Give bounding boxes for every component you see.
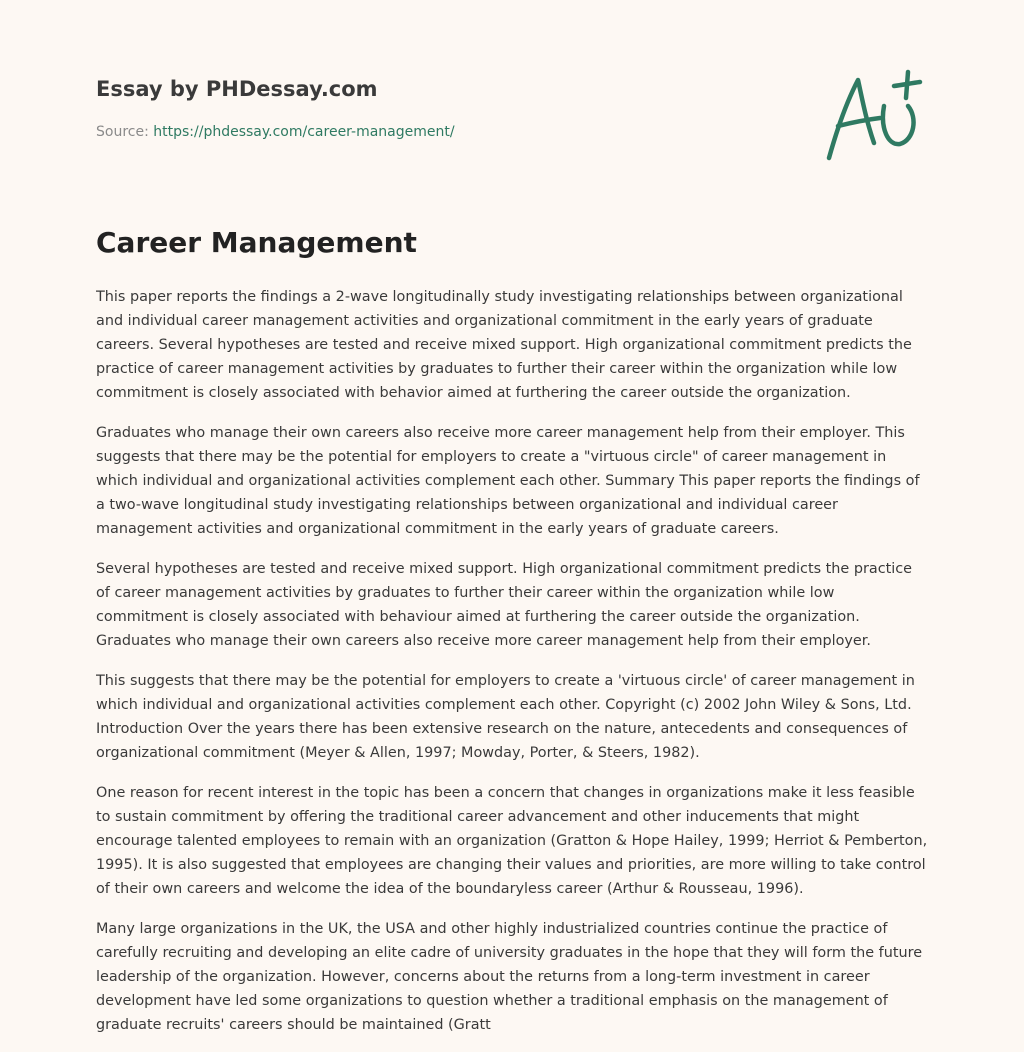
paragraph: One reason for recent interest in the topic has been a concern that changes in organizations make it less feasible to sustain commitment by offering the traditional career advancement and other inducements that might encourage talented employees to remain with an organization (Gratton & Hope Hailey, 1999; Herriot & Pemberton, 1995). It is also suggested that employees are changing their values and priorities, are more willing to take control of their own careers and welcome the idea of the boundaryless career (Arthur & Rousseau, 1996). <box>96 785 928 897</box>
source-link[interactable]: https://phdessay.com/career-management/ <box>153 124 455 140</box>
source-line <box>96 124 455 140</box>
paragraph: Several hypotheses are tested and receive mixed support. High organizational commitment predicts the practice of career management activities by graduates to further their career within the organization while low commitment is closely associated with behaviour aimed at furthering the career outside the organization. Graduates who manage their own careers also receive more career management help from their employer. <box>96 561 913 649</box>
document-title: Career Management <box>96 226 417 259</box>
page-header <box>96 0 928 200</box>
site-title: Essay by PHDessay.com <box>96 77 378 101</box>
paragraph: This suggests that there may be the potential for employers to create a 'virtuous circle' of career management in which individual and organizational activities complement each other. Copyright (c) 2002 John Wiley & Sons, Ltd. Introduction Over the years there has been extensive research on the nature, antecedents and consequences of organizational commitment (Meyer & Allen, 1997; Mowday, Porter, & Steers, 1982). <box>96 673 915 761</box>
paragraph: Graduates who manage their own careers also receive more career management help from their employer. This suggests that there may be the potential for employers to create a "virtuous circle" of career management in which individual and organizational activities complement each other. Summary This paper reports the findings of a two-wave longitudinal study investigating relationships between organizational and individual career management activities and organizational commitment in the early years of graduate careers. <box>96 425 920 537</box>
paragraph: This paper reports the findings a 2-wave longitudinally study investigating relationships between organizational and individual career management activities and organizational commitment in the early years of graduate careers. Several hypotheses are tested and receive mixed support. High organizational commitment predicts the practice of career management activities by graduates to further their career within the organization while low commitment is closely associated with behavior aimed at furthering the career outside the organization. <box>96 289 912 401</box>
a-plus-grade-icon <box>824 68 924 164</box>
paragraph: Many large organizations in the UK, the USA and other highly industrialized countries continue the practice of carefully recruiting and developing an elite cadre of university graduates in the hope that they will form the future leadership of the organization. However, concerns about the returns from a long-term investment in career development have led some organizations to question whether a traditional emphasis on the management of graduate recruits' careers should be maintained (Gratt <box>96 921 923 1033</box>
source-label: Source: <box>96 124 149 140</box>
essay-body <box>96 285 928 1052</box>
